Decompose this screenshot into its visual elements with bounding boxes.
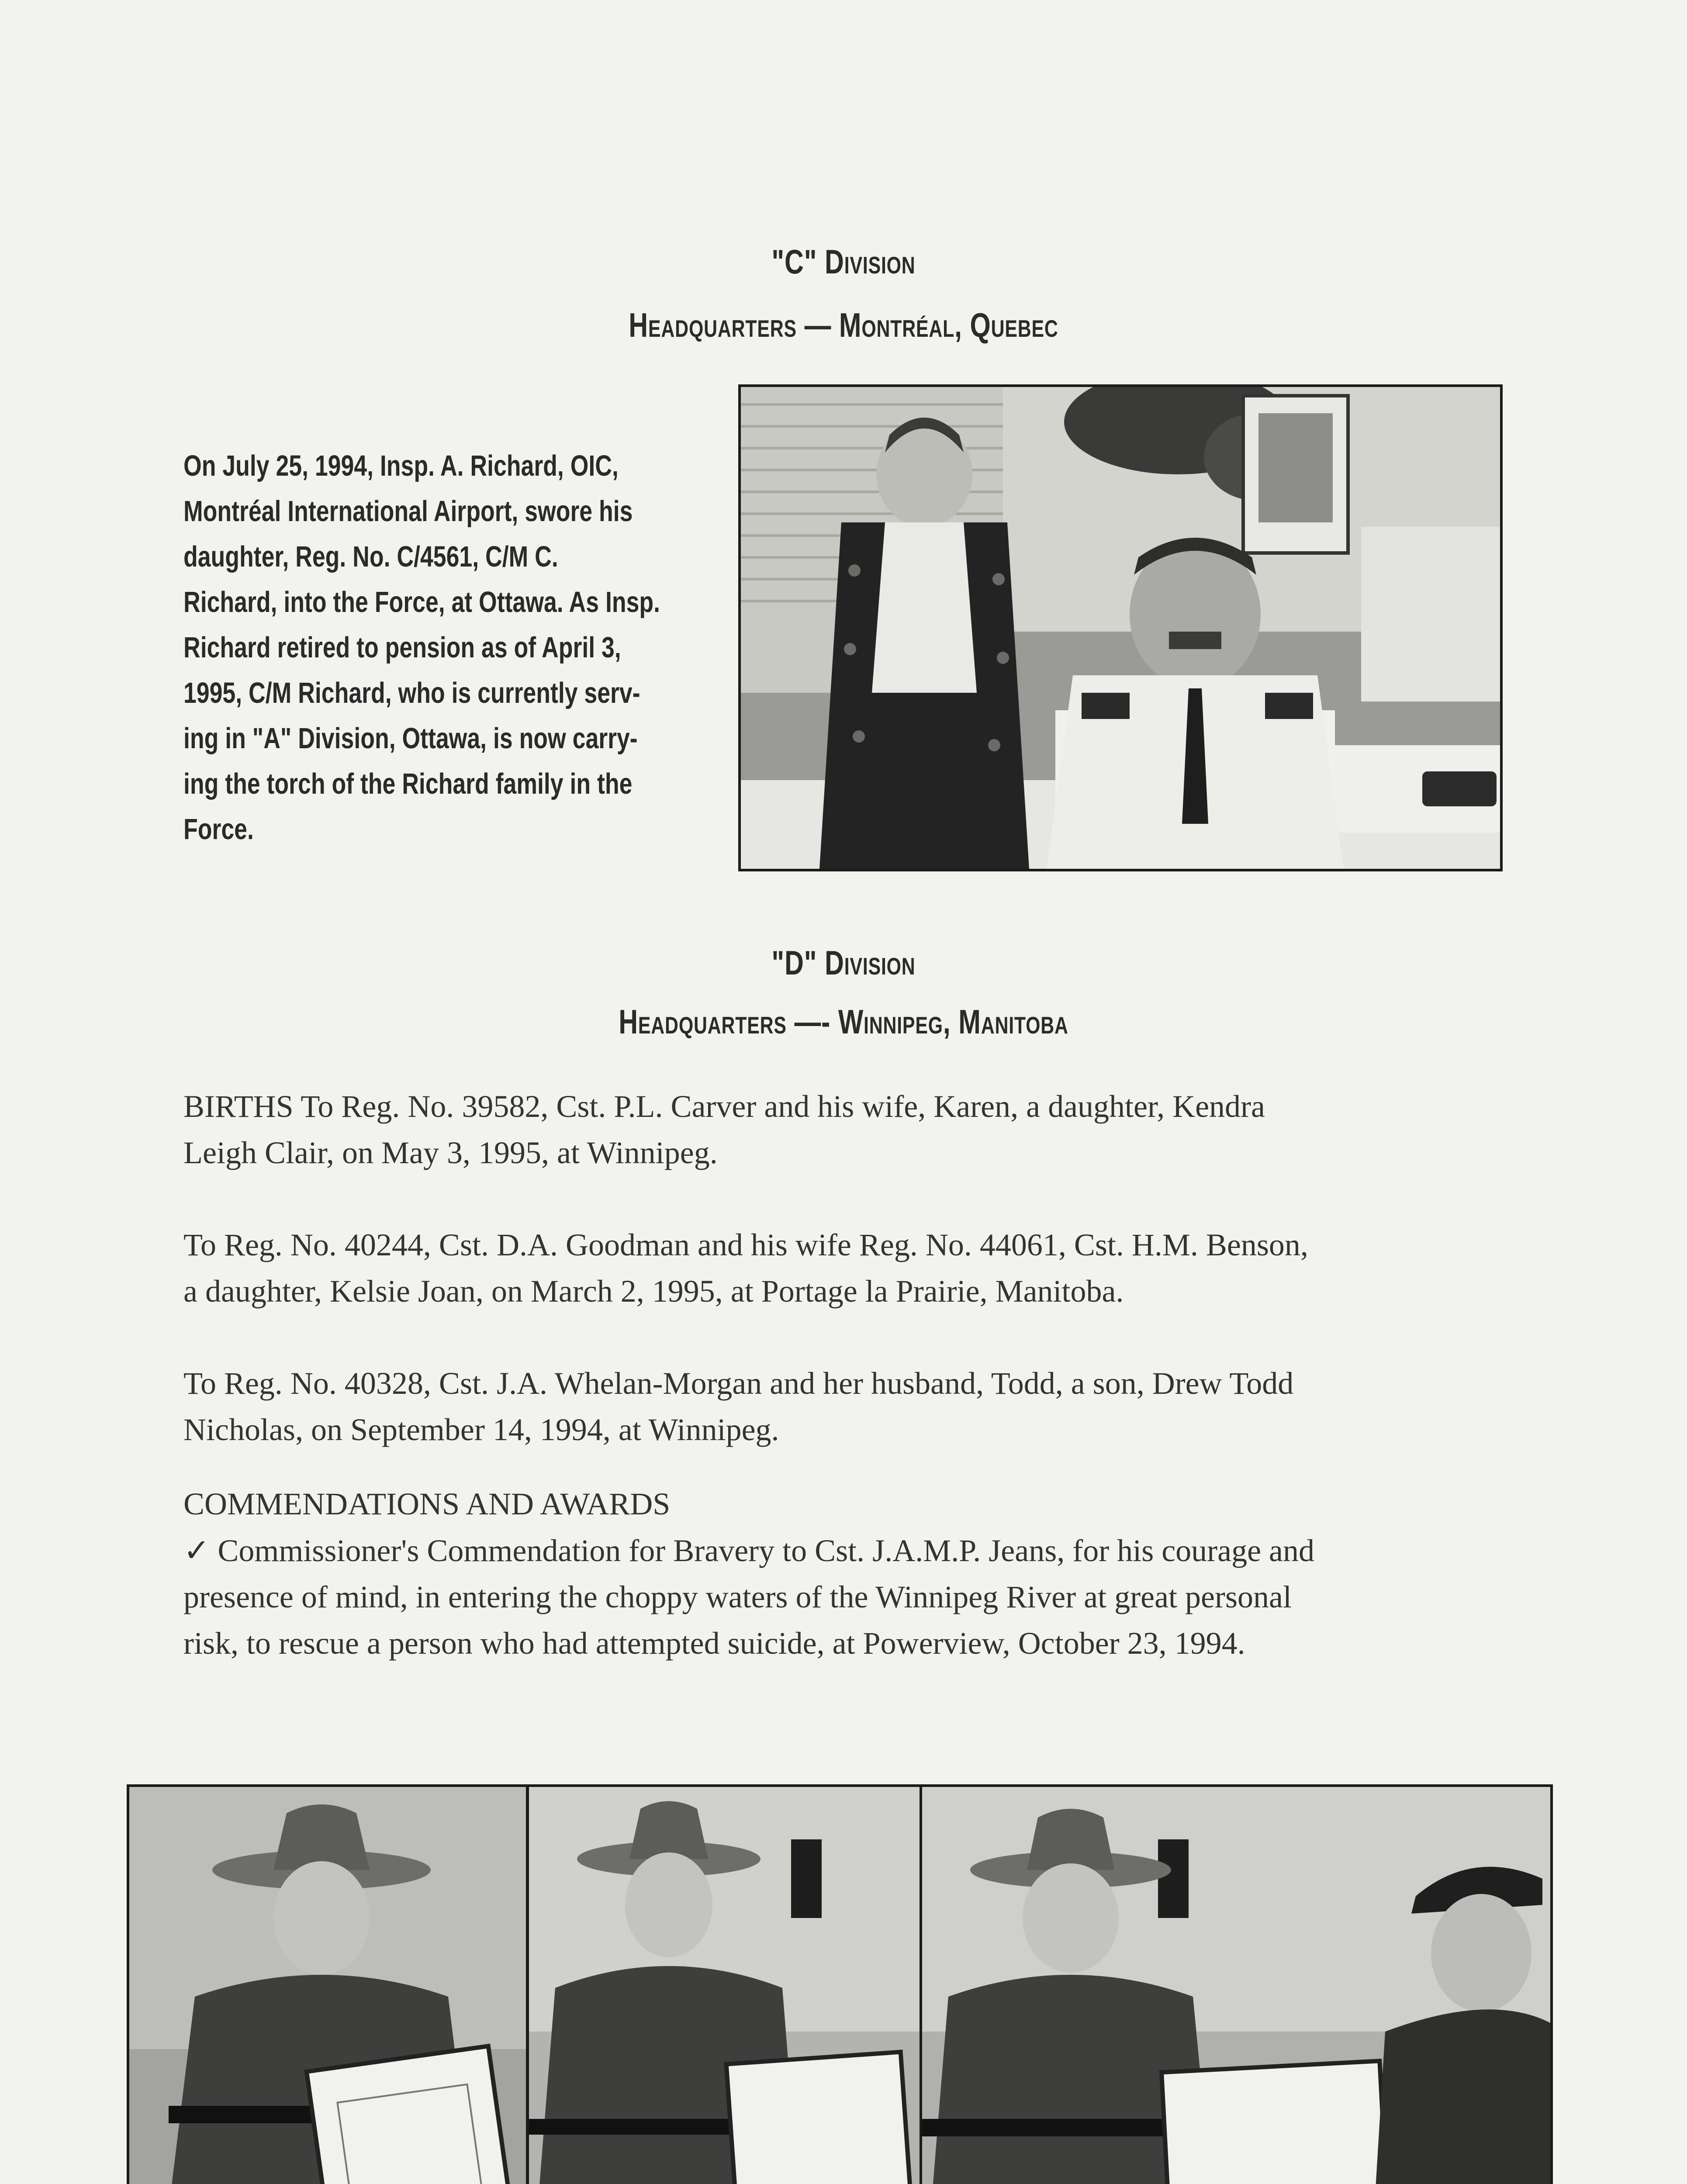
commendation-line-3: risk, to rescue a person who had attempted suicide, at Powerview, October 23, 1994. [183, 1626, 1245, 1661]
birth-entry-2 [183, 1222, 1538, 1314]
d-division-heading [0, 943, 1687, 982]
photo-cst-gooch-and-embury [920, 1784, 1553, 2184]
c-headquarters-heading [0, 308, 1687, 342]
birth-1-line-1: To Reg. No. 39582, Cst. P.L. Carver and his wife, Karen, a daughter, Kendra [301, 1089, 1265, 1124]
c-headquarters-title: Headquarters — Montréal, Quebec [629, 306, 1058, 344]
photo-cst-steen-illustration [529, 1787, 921, 2184]
births-section [183, 1083, 1538, 1453]
birth-2-line-2: a daughter, Kelsie Joan, on March 2, 1995, at Portage la Prairie, Manitoba. [183, 1274, 1124, 1309]
c-caption-line: Richard retired to pension as of April 3, [183, 631, 621, 664]
c-division-title: "C" Division [771, 242, 916, 281]
checkmark-icon: ✓ [183, 1532, 210, 1569]
c-caption-line: daughter, Reg. No. C/4561, C/M C. [183, 540, 558, 573]
photo-cst-flower-illustration [129, 1787, 526, 2184]
d-division-title: "D" Division [771, 943, 916, 982]
c-caption-line: Richard, into the Force, at Ottawa. As Insp. [183, 586, 660, 619]
d-headquarters-heading [0, 1002, 1687, 1041]
c-caption-line: 1995, C/M Richard, who is currently serv- [183, 677, 640, 709]
birth-entry-3 [183, 1360, 1538, 1453]
birth-entry-1 [183, 1083, 1538, 1176]
birth-3-line-1: To Reg. No. 40328, Cst. J.A. Whelan-Morgan and her husband, Todd, a son, Drew Todd [183, 1366, 1294, 1401]
c-caption-line: On July 25, 1994, Insp. A. Richard, OIC, [183, 449, 619, 482]
commendation-line-1: Commissioner's Commendation for Bravery to Cst. J.A.M.P. Jeans, for his courage and [218, 1533, 1315, 1568]
birth-2-line-1: To Reg. No. 40244, Cst. D.A. Goodman and his wife Reg. No. 44061, Cst. H.M. Benson, [183, 1227, 1308, 1262]
births-label: BIRTHS [183, 1089, 294, 1124]
birth-1-line-2: Leigh Clair, on May 3, 1995, at Winnipeg. [183, 1135, 718, 1170]
c-caption-line: ing the torch of the Richard family in the [183, 767, 633, 800]
c-caption-line: ing in "A" Division, Ottawa, is now carry- [183, 722, 638, 755]
commendation-line-2: presence of mind, in entering the choppy waters of the Winnipeg River at great personal [183, 1579, 1292, 1614]
photo-cst-flower [127, 1784, 529, 2184]
c-division-heading [0, 242, 1687, 281]
swearing-in-photo-illustration [741, 387, 1500, 869]
photo-cst-steen [526, 1784, 924, 2184]
commendations-section [183, 1481, 1538, 1666]
photo-cst-gooch-illustration [922, 1787, 1550, 2184]
commendations-heading: COMMENDATIONS AND AWARDS [183, 1486, 671, 1521]
birth-3-line-2: Nicholas, on September 14, 1994, at Winnipeg. [183, 1412, 779, 1447]
c-caption-line: Force. [183, 813, 254, 846]
c-caption-line: Montréal International Airport, swore his [183, 495, 633, 528]
d-headquarters-title: Headquarters —- Winnipeg, Manitoba [619, 1002, 1068, 1041]
swearing-in-photo [738, 384, 1503, 871]
